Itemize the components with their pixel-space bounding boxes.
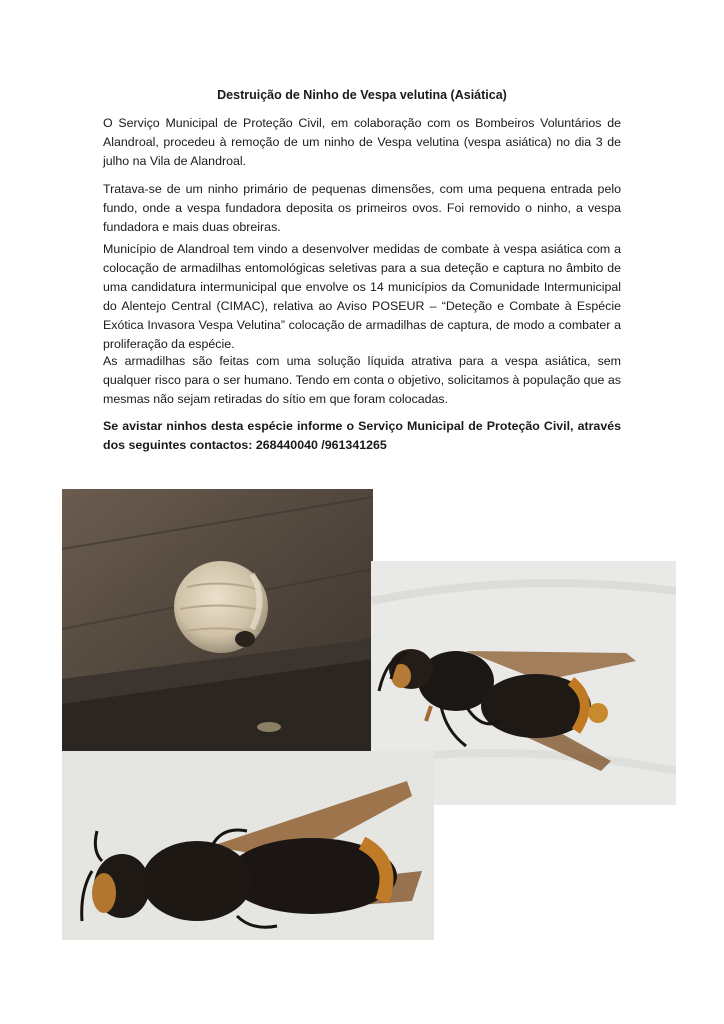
- wasp-photo-top: [62, 751, 434, 940]
- nest-photo: [62, 489, 373, 751]
- paragraph-nest-description: Tratava-se de um ninho primário de pequenas dimensões, com uma pequena entrada pelo fundo, onde a vespa fundadora deposita os primeiros ovos. Foi removido o ninho, a vespa fundadora e mais duas obreiras.: [103, 182, 621, 234]
- contact-notice: Se avistar ninhos desta espécie informe o Serviço Municipal de Proteção Civil, através dos seguintes contactos: 268440040 /961341265: [103, 419, 621, 452]
- document-title: Destruição de Ninho de Vespa velutina (Asiática): [217, 88, 507, 102]
- paragraph-traps: As armadilhas são feitas com uma solução líquida atrativa para a vespa asiática, sem qualquer risco para o ser humano. Tendo em conta o objetivo, solicitamos à população que as mesmas não sejam retiradas do sítio em que foram colocadas.: [103, 354, 621, 406]
- paragraph-municipal-measures: Município de Alandroal tem vindo a desenvolver medidas de combate à vespa asiática com a colocação de armadilhas entomológicas seletivas para a sua deteção e captura no âmbito de uma candidatura intermunicipal que envolve os 14 municípios da Comunidade Intermunicipal do Alentejo Central (CIMAC), relativa ao Aviso POSEUR – “Deteção e Combate à Espécie Exótica Invasora Vespa Velutina” colocação de armadilhas de captura, de modo a combater a proliferação da espécie.: [103, 242, 621, 351]
- paragraph-intro: O Serviço Municipal de Proteção Civil, em colaboração com os Bombeiros Voluntários de Alandroal, procedeu à remoção de um ninho de Vespa velutina (vespa asiática) no dia 3 de julho na Vila de Alandroal.: [103, 116, 621, 168]
